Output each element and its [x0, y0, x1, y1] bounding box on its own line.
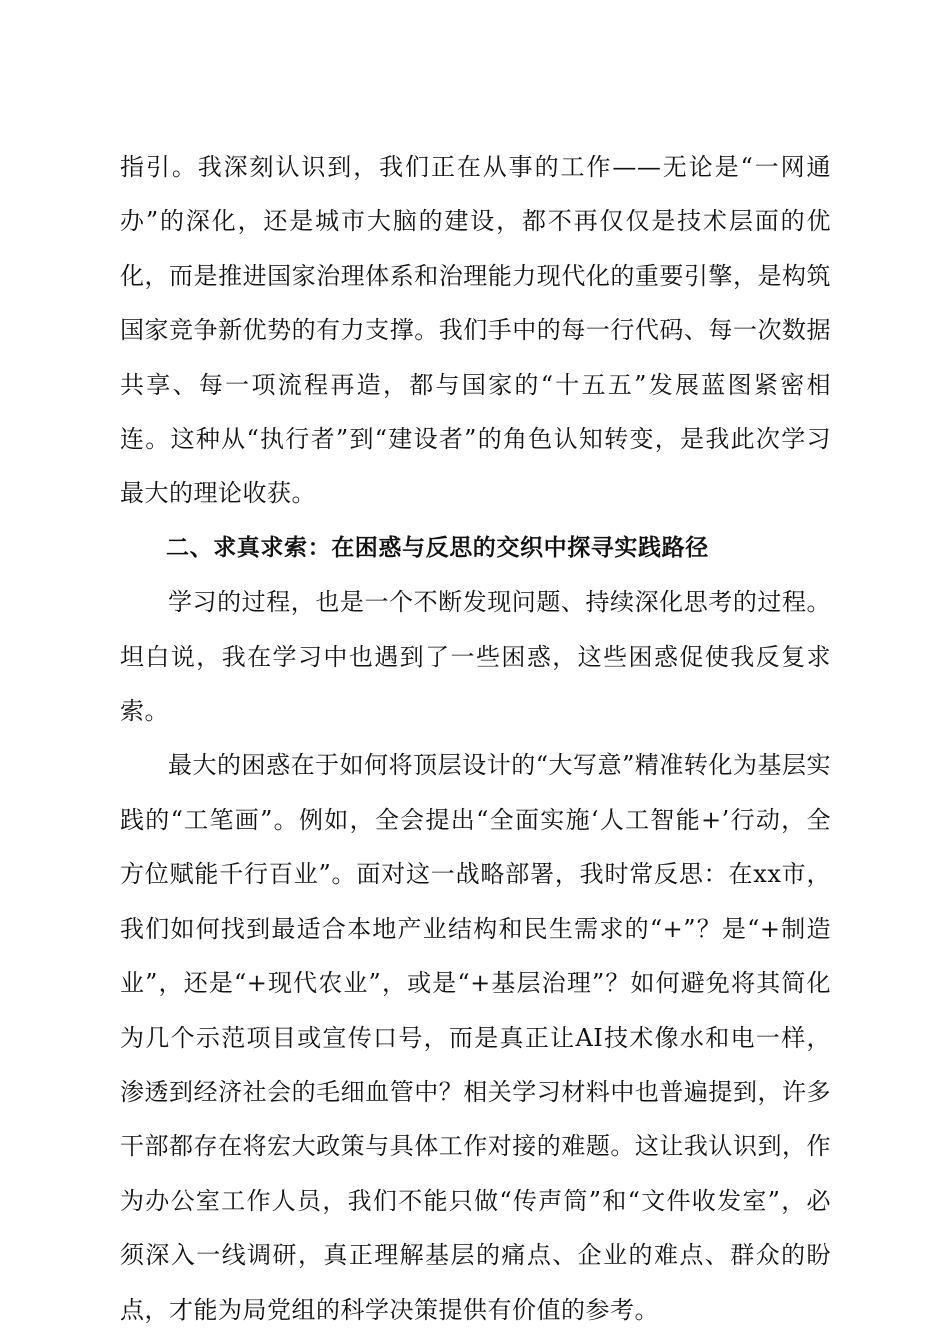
document-body — [120, 140, 831, 1337]
section-heading-2: 二、求真求索：在困惑与反思的交织中探寻实践路径 — [166, 534, 709, 561]
paragraph-continued: 指引。我深刻认识到，我们正在从事的工作——无论是“一网通办”的深化，还是城市大脑的建设，都不再仅仅是技术层面的优化，而是推进国家治理体系和治理能力现代化的重要引擎，是构筑国家竞争新优势的有力支撑。我们手中的每一行代码、每一次数据共享、每一项流程再造，都与国家的“十五五”发展蓝图紧密相连。这种从“执行者”到“建设者”的角色认知转变，是我此次学习最大的理论收获。 — [120, 153, 831, 508]
paragraph-biggest-confusion: 最大的困惑在于如何将顶层设计的“大写意”精准转化为基层实践的“工笔画”。例如，全会提出“全面实施‘人工智能+’行动，全方位赋能千行百业”。面对这一战略部署，我时常反思：在xx市，我们如何找到最适合本地产业结构和民生需求的“+”？是“+制造业”，还是“+现代农业”，或是“+基层治理”？如何避免将其简化为几个示范项目或宣传口号，而是真正让AI技术像水和电一样，渗透到经济社会的毛细血管中？相关学习材料中也普遍提到，许多干部都存在将宏大政策与具体工作对接的难题。这让我认识到，作为办公室工作人员，我们不能只做“传声筒”和“文件收发室”，必须深入一线调研，真正理解基层的痛点、企业的难点、群众的盼点，才能为局党组的科学决策提供有价值的参考。 — [120, 751, 831, 1324]
paragraph-learning-process: 学习的过程，也是一个不断发现问题、持续深化思考的过程。坦白说，我在学习中也遇到了一些困惑，这些困惑促使我反复求索。 — [120, 588, 831, 726]
